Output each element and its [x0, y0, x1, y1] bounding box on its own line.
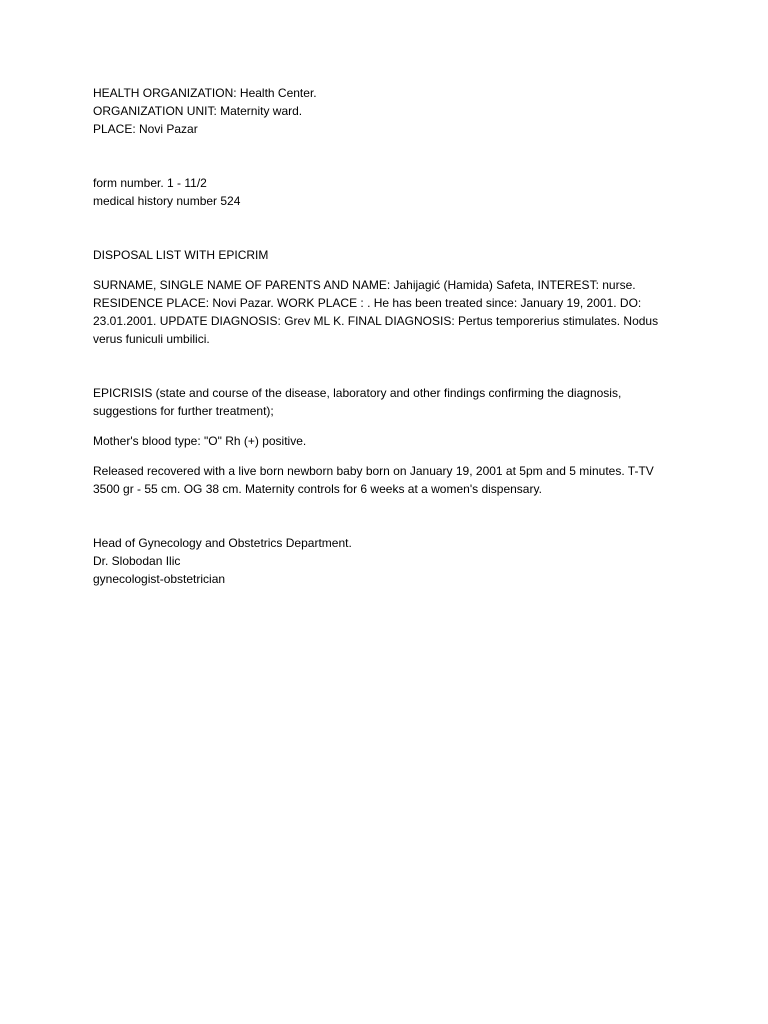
health-organization: HEALTH ORGANIZATION: Health Center.: [93, 86, 317, 100]
epicrisis-heading: EPICRISIS (state and course of the disease, laboratory and other findings confirming the diagnosis, suggestions for further treatment);: [93, 386, 622, 418]
medical-history-number: medical history number 524: [93, 194, 241, 208]
form-number: form number. 1 - 11/2: [93, 176, 207, 190]
place: PLACE: Novi Pazar: [93, 122, 198, 136]
document-title: DISPOSAL LIST WITH EPICRIM: [93, 248, 269, 262]
organization-unit: ORGANIZATION UNIT: Maternity ward.: [93, 104, 303, 118]
blood-type: Mother's blood type: "O" Rh (+) positive.: [93, 434, 307, 448]
signature-department: Head of Gynecology and Obstetrics Department.: [93, 536, 352, 550]
signature-role: gynecologist-obstetrician: [93, 572, 226, 586]
patient-details-paragraph: SURNAME, SINGLE NAME OF PARENTS AND NAME: Jahijagić (Hamida) Safeta, INTEREST: nurse. RESIDENCE PLACE: Novi Pazar. WORK PLACE : . He has been treated since: January 19, 2001. DO: 23.01.2001. UPDATE DIAGNOSIS: Grev ML K. FINAL DIAGNOSIS: Pertus temporerius stimulates. Nodus verus funiculi umbilici.: [93, 278, 659, 346]
document-body: [93, 84, 683, 588]
signature-doctor: Dr. Slobodan Ilic: [93, 554, 181, 568]
release-paragraph: Released recovered with a live born newborn baby born on January 19, 2001 at 5pm and 5 minutes. T-TV 3500 gr - 55 cm. OG 38 cm. Maternity controls for 6 weeks at a women's dispensary.: [93, 464, 654, 496]
